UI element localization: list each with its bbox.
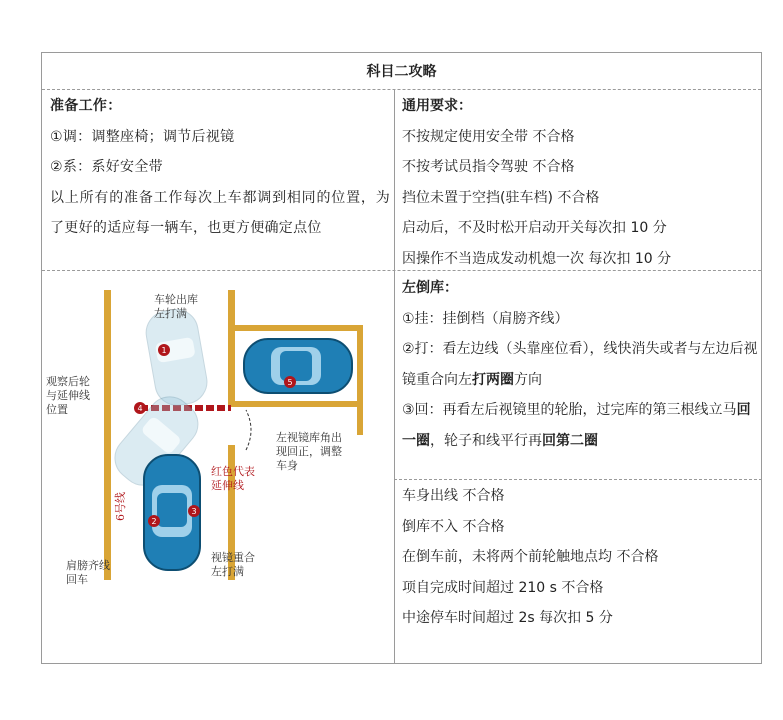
- left-boundary-line: [104, 290, 111, 580]
- svg-text:2: 2: [151, 517, 157, 526]
- pointer-dashed: [246, 410, 251, 450]
- fail-items-cell: [402, 481, 757, 634]
- label-mirror-corner-1: 左视镜库角出: [276, 431, 342, 444]
- svg-text:1: 1: [161, 346, 167, 355]
- marker-2: [148, 515, 160, 527]
- label-shoulder-1: 肩膀齐线: [66, 559, 110, 572]
- fail-item: 项自完成时间超过 210 s 不合格: [402, 579, 604, 596]
- step-3-bold-1: 回一圈: [402, 402, 751, 449]
- fail-item: 在倒车前，未将两个前轮触地点均 不合格: [402, 549, 659, 565]
- general-line: 因操作不当造成发动机熄一次 每次扣 10 分: [402, 250, 672, 267]
- step-2-bold: 打两圈: [472, 371, 514, 388]
- svg-text:5: 5: [287, 378, 293, 387]
- step-2: [402, 334, 760, 395]
- general-heading: 通用要求：: [402, 98, 472, 114]
- label-red-ext-1: 红色代表: [211, 465, 255, 478]
- strategy-table: [41, 52, 762, 664]
- step-3: [402, 395, 760, 456]
- marker-4: [134, 402, 146, 414]
- marker-3: [188, 505, 200, 517]
- garage-top-line: [228, 325, 363, 331]
- label-mirror-corner-3: 车身: [276, 459, 298, 472]
- label-wheel-out-2: 左打满: [154, 307, 187, 320]
- fail-item: 中途停车时间超过 2s 每次扣 5 分: [402, 610, 613, 626]
- prep-heading: 准备工作：: [50, 98, 122, 114]
- svg-text:4: 4: [137, 404, 143, 413]
- prep-line: ①调：调整座椅；调节后视镜: [50, 128, 235, 145]
- marker-1: [158, 344, 170, 356]
- general-line: 挡位未置于空挡(驻车档) 不合格: [402, 189, 600, 206]
- general-line: 不按考试员指令驾驶 不合格: [402, 159, 575, 175]
- step-3-text: ③回：再看左后视镜里的轮胎，过完库的第三根线立马: [402, 402, 737, 418]
- left-reverse-heading: 左倒库：: [402, 280, 458, 296]
- row-divider-right: [394, 479, 762, 480]
- marker-5: [284, 376, 296, 388]
- general-cell: [402, 91, 757, 274]
- label-six: 6号线: [114, 492, 127, 521]
- car-in-garage: [244, 339, 352, 393]
- label-shoulder-2: 回车: [66, 573, 88, 586]
- label-observe-3: 位置: [46, 403, 68, 416]
- general-line: 不按规定使用安全带 不合格: [402, 128, 575, 145]
- garage-upper-line: [228, 290, 235, 405]
- label-mirror-corner-2: 现回正，调整: [276, 445, 342, 458]
- svg-text:3: 3: [191, 507, 197, 516]
- prep-cell: [50, 91, 390, 244]
- label-mirror-overlap-2: 左打满: [211, 565, 244, 578]
- label-wheel-out-1: 车轮出库: [154, 293, 198, 306]
- step-2-post: 方向: [514, 371, 542, 388]
- general-line: 启动后，不及时松开启动开关每次扣 10 分: [402, 220, 667, 236]
- step-1: ①挂：挂倒档（肩膀齐线）: [402, 310, 569, 327]
- table-title: 科目二攻略: [42, 53, 761, 90]
- fail-item: 倒库不入 不合格: [402, 518, 505, 535]
- column-divider: [394, 89, 395, 664]
- label-observe-2: 与延伸线: [46, 389, 90, 402]
- prep-line: 以上所有的准备工作每次上车都调到相同的位置，为了更好的适应每一辆车，也更方便确定点位: [50, 189, 390, 236]
- label-observe-1: 观察后轮: [46, 375, 90, 388]
- ghost-car-1: [143, 306, 211, 409]
- prep-line: ②系：系好安全带: [50, 159, 163, 175]
- fail-item: 车身出线 不合格: [402, 488, 505, 504]
- reverse-parking-diagram: [46, 285, 391, 587]
- label-mirror-overlap-1: 视镜重合: [211, 551, 255, 564]
- garage-right-line: [357, 325, 363, 435]
- garage-bottom-line: [228, 401, 363, 407]
- label-red-ext-2: 延伸线: [211, 479, 244, 492]
- step-3-bold-2: 回第二圈: [542, 432, 598, 449]
- left-reverse-cell: [402, 273, 760, 456]
- step-2-text: ②打：看左边线（头靠座位看），线快消失或者与左边后视镜重合向左: [402, 341, 758, 388]
- step-3-mid: ，轮子和线平行再: [430, 432, 542, 449]
